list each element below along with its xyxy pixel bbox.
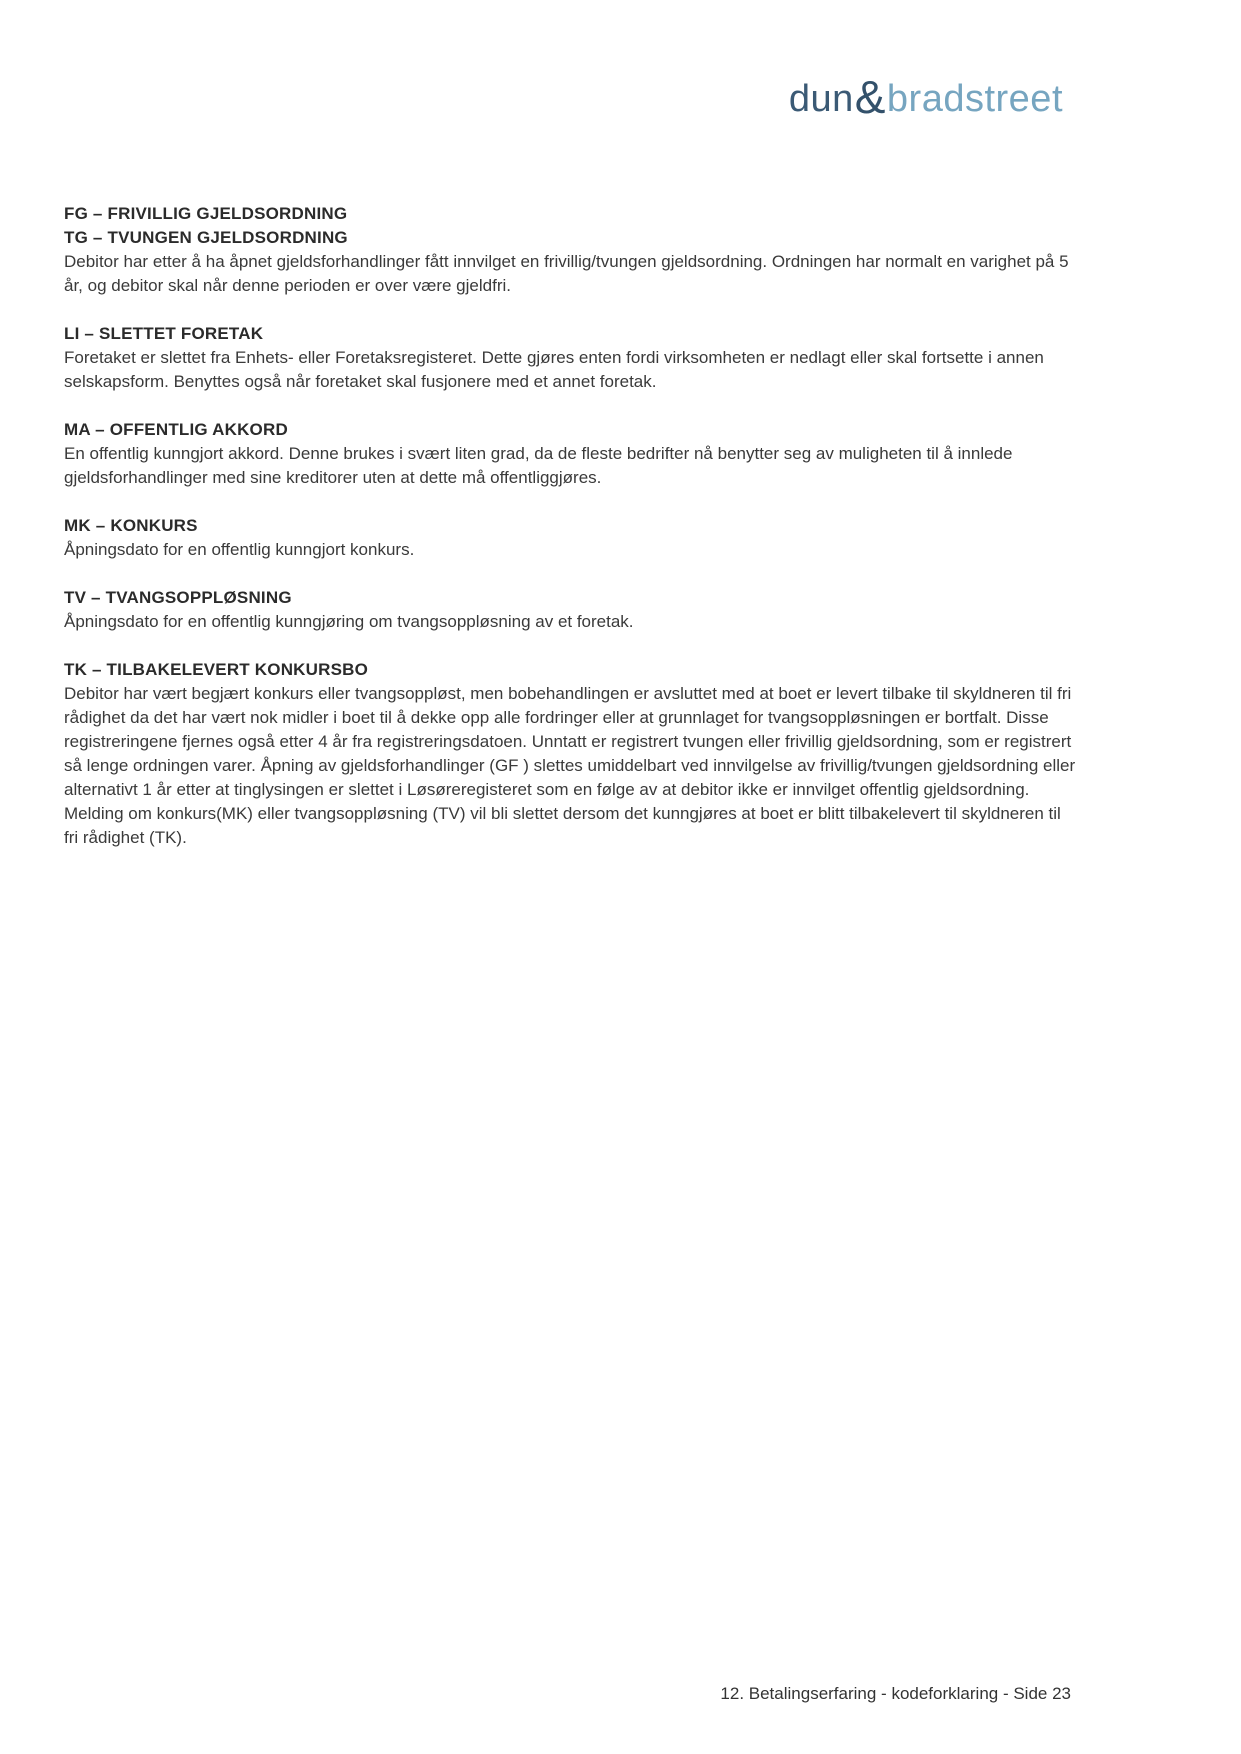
section-paragraph: En offentlig kunngjort akkord. Denne brukes i svært liten grad, da de fleste bedrifter nå benytter seg av muligheten til å innlede gjeldsforhandlinger med sine kreditorer uten at dette må offentliggjøres.	[64, 444, 1013, 487]
section-tv	[64, 586, 1077, 634]
section-heading: TK – TILBAKELEVERT KONKURSBO	[64, 660, 369, 679]
section-heading: FG – FRIVILLIG GJELDSORDNING	[64, 204, 348, 223]
section-fg-tg	[64, 202, 1077, 298]
document-body	[64, 202, 1077, 874]
section-li	[64, 322, 1077, 394]
section-heading: MA – OFFENTLIG AKKORD	[64, 420, 288, 439]
logo-text-dun: dun	[788, 78, 854, 120]
section-heading: TV – TVANGSOPPLØSNING	[64, 588, 292, 607]
page-footer	[720, 1682, 1071, 1706]
section-heading: MK – KONKURS	[64, 516, 198, 535]
section-paragraph: Åpningsdato for en offentlig kunngjøring om tvangsoppløsning av et foretak.	[64, 612, 634, 631]
footer-text: 12. Betalingserfaring - kodeforklaring - Side 23	[720, 1684, 1071, 1703]
section-paragraph: Åpningsdato for en offentlig kunngjort konkurs.	[64, 540, 415, 559]
section-tk	[64, 658, 1077, 850]
section-paragraph: Debitor har etter å ha åpnet gjeldsforhandlinger fått innvilget en frivillig/tvungen gjeldsordning. Ordningen har normalt en varighet på 5 år, og debitor skal når denne perioden er over være gjeldfri.	[64, 252, 1069, 295]
ampersand-logo-glyph: &	[854, 71, 886, 123]
section-heading: LI – SLETTET FORETAK	[64, 324, 264, 343]
section-heading: TG – TVUNGEN GJELDSORDNING	[64, 228, 348, 247]
logo-text-bradstreet: bradstreet	[886, 78, 1063, 120]
section-ma	[64, 418, 1077, 490]
dun-and-bradstreet-logo	[788, 71, 1063, 123]
section-paragraph: Foretaket er slettet fra Enhets- eller Foretaksregisteret. Dette gjøres enten fordi virksomheten er nedlagt eller skal fortsette i annen selskapsform. Benyttes også når foretaket skal fusjonere med et annet foretak.	[64, 348, 1044, 391]
section-mk	[64, 514, 1077, 562]
section-paragraph: Debitor har vært begjært konkurs eller tvangsoppløst, men bobehandlingen er avsluttet med at boet er levert tilbake til skyldneren til fri rådighet da det har vært nok midler i boet til å dekke opp alle fordringer eller at grunnlaget for tvangsoppløsningen er bortfalt. Disse registreringene fjernes også etter 4 år fra registreringsdatoen. Unntatt er registrert tvungen eller frivillig gjeldsordning, som er registrert så lenge ordningen varer. Åpning av gjeldsforhandlinger (GF ) slettes umiddelbart ved innvilgelse av frivillig/tvungen gjeldsordning eller alternativt 1 år etter at tinglysingen er slettet i Løsøreregisteret som en følge av at debitor ikke er innvilget offentlig gjeldsordning. Melding om konkurs(MK) eller tvangsoppløsning (TV) vil bli slettet dersom det kunngjøres at boet er blitt tilbakelevert til skyldneren til fri rådighet (TK).	[64, 684, 1076, 847]
